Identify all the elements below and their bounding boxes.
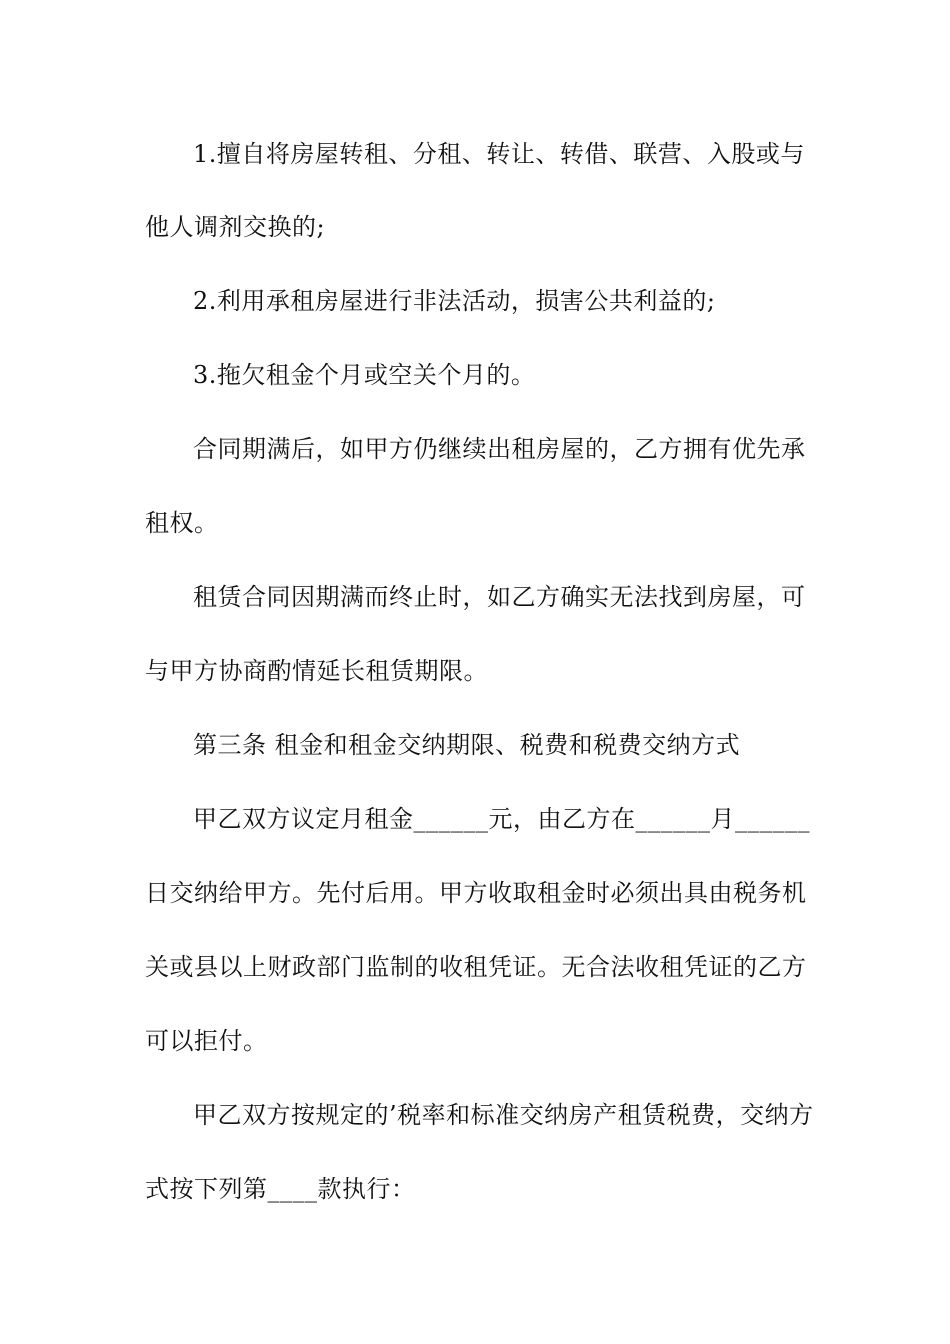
- paragraph-extension-continued: 与甲方协商酌情延长租赁期限。: [145, 657, 488, 685]
- paragraph-rent-line-2: 日交纳给甲方。先付后用。甲方收取租金时必须出具由税务机: [145, 879, 807, 907]
- clause-item-3: 3.拖欠租金个月或空关个月的。: [193, 361, 536, 389]
- paragraph-extension: 租赁合同因期满而终止时，如乙方确实无法找到房屋，可: [193, 583, 806, 611]
- paragraph-tax-continued: 式按下列第____款执行：: [145, 1175, 416, 1203]
- clause-item-1: 1.擅自将房屋转租、分租、转让、转借、联营、入股或与: [193, 140, 805, 168]
- paragraph-renewal-continued: 租权。: [145, 509, 219, 537]
- paragraph-renewal: 合同期满后，如甲方仍继续出租房屋的，乙方拥有优先承: [193, 435, 806, 463]
- paragraph-rent: 甲乙双方议定月租金______元，由乙方在______月______: [193, 805, 810, 833]
- clause-item-2: 2.利用承租房屋进行非法活动，损害公共利益的;: [193, 287, 716, 315]
- article-three-heading: 第三条 租金和租金交纳期限、税费和税费交纳方式: [193, 731, 741, 759]
- clause-item-1-continued: 他人调剂交换的;: [145, 213, 326, 241]
- paragraph-tax: 甲乙双方按规定的’税率和标准交纳房产租赁税费，交纳方: [193, 1101, 814, 1129]
- paragraph-rent-line-3: 关或县以上财政部门监制的收租凭证。无合法收租凭证的乙方: [145, 953, 807, 981]
- paragraph-rent-line-4: 可以拒付。: [145, 1027, 268, 1055]
